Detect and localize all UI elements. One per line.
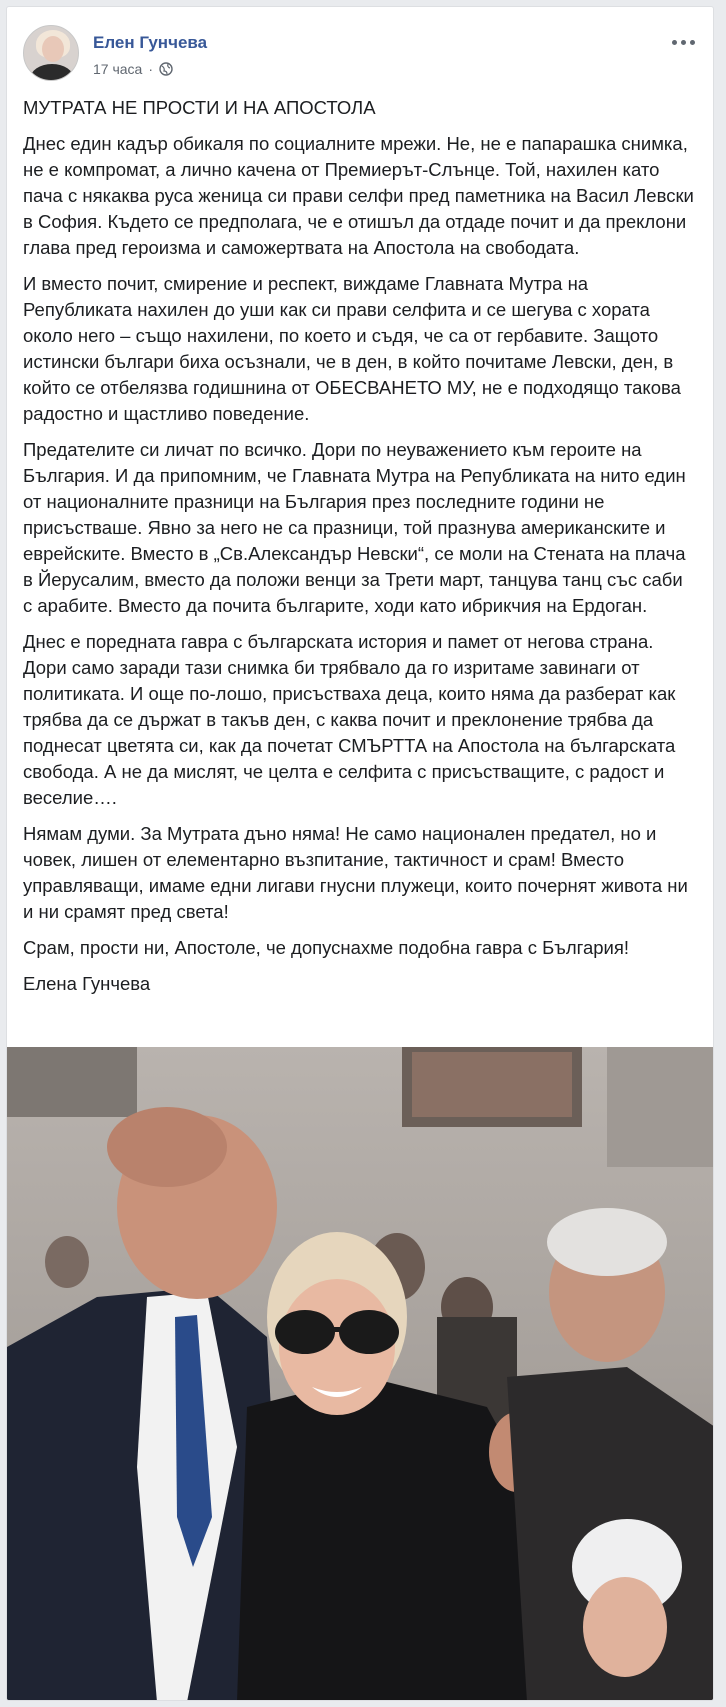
avatar[interactable] bbox=[23, 25, 79, 81]
post-paragraph: И вместо почит, смирение и респект, виждаме Главната Мутра на Републиката нахилен до уши как си прави селфита и се шегува с хората около него – също нахилени, по което и съдя, че са от гербавите. Защото истински българи биха осъзнали, че в ден, в който почитаме Левски, ден, в който се отбелязва годишнина от ОБЕСВАНЕТО МУ, не е подходящо такова радостно и щастливо поведение. bbox=[23, 273, 681, 424]
more-options-icon[interactable] bbox=[669, 35, 697, 49]
post-meta: 17 часа · bbox=[93, 61, 173, 77]
post-paragraph: Предателите си личат по всичко. Дори по неуважението към героите на България. И да припомним, че Главната Мутра на Републиката на нито един от националните празници на България през последните години не присъстваше. Явно за него не са празници, той празнува американските и еврейските. Вместо в „Св.Александър Невски“, се моли на Стената на плача в Йерусалим, вместо да положи венци за Трети март, танцува танц със саби с арабите. Вместо да почита българите, ходи като ибрикчия на Ердоган. bbox=[23, 439, 686, 616]
post-photo[interactable] bbox=[7, 1047, 714, 1701]
post-paragraph: Срам, прости ни, Апостоле, че допуснахме подобна гавра с България! bbox=[23, 937, 630, 958]
facebook-post bbox=[6, 6, 714, 1701]
post-signature: Елена Гунчева bbox=[23, 973, 151, 994]
post-timestamp[interactable]: 17 часа bbox=[93, 61, 143, 77]
post-text bbox=[23, 95, 697, 1007]
globe-icon[interactable] bbox=[159, 62, 173, 76]
post-title: МУТРАТА НЕ ПРОСТИ И НА АПОСТОЛА bbox=[23, 97, 376, 118]
post-paragraph: Днес е поредната гавра с българската история и памет от негова страна. Дори само заради тази снимка би трябвало да го изритаме завинаги от политиката. И още по-лошо, присъстваха деца, които няма да разберат как трябва да се държат в такъв ден, с каква почит и преклонение трябва да поднесат цветята си, как да почетат СМЪРТТА на Апостола на българската свобода. А не да мислят, че целта е селфита с присъстващите, с радост и веселие…. bbox=[23, 631, 676, 808]
author-name[interactable]: Елен Гунчева bbox=[93, 33, 208, 52]
post-paragraph: Нямам думи. За Мутрата дъно няма! Не само национален предател, но и човек, лишен от елементарно възпитание, тактичност и срам! Вместо управляващи, имаме едни лигави гнусни плужеци, които почернят живота ни и ни срамят пред света! bbox=[23, 823, 688, 922]
post-paragraph: Днес един кадър обикаля по социалните мрежи. Не, не е папарашка снимка, не е компромат, а лично качена от Премиерът-Слънце. Той, нахилен като пача с някаква руса женица си прави селфи пред паметника на Васил Левски в София. Където се предполага, че е отишъл да отдаде почит и да преклони глава пред героизма и саможертвата на Апостола на свободата. bbox=[23, 133, 694, 258]
post-header bbox=[23, 25, 697, 85]
